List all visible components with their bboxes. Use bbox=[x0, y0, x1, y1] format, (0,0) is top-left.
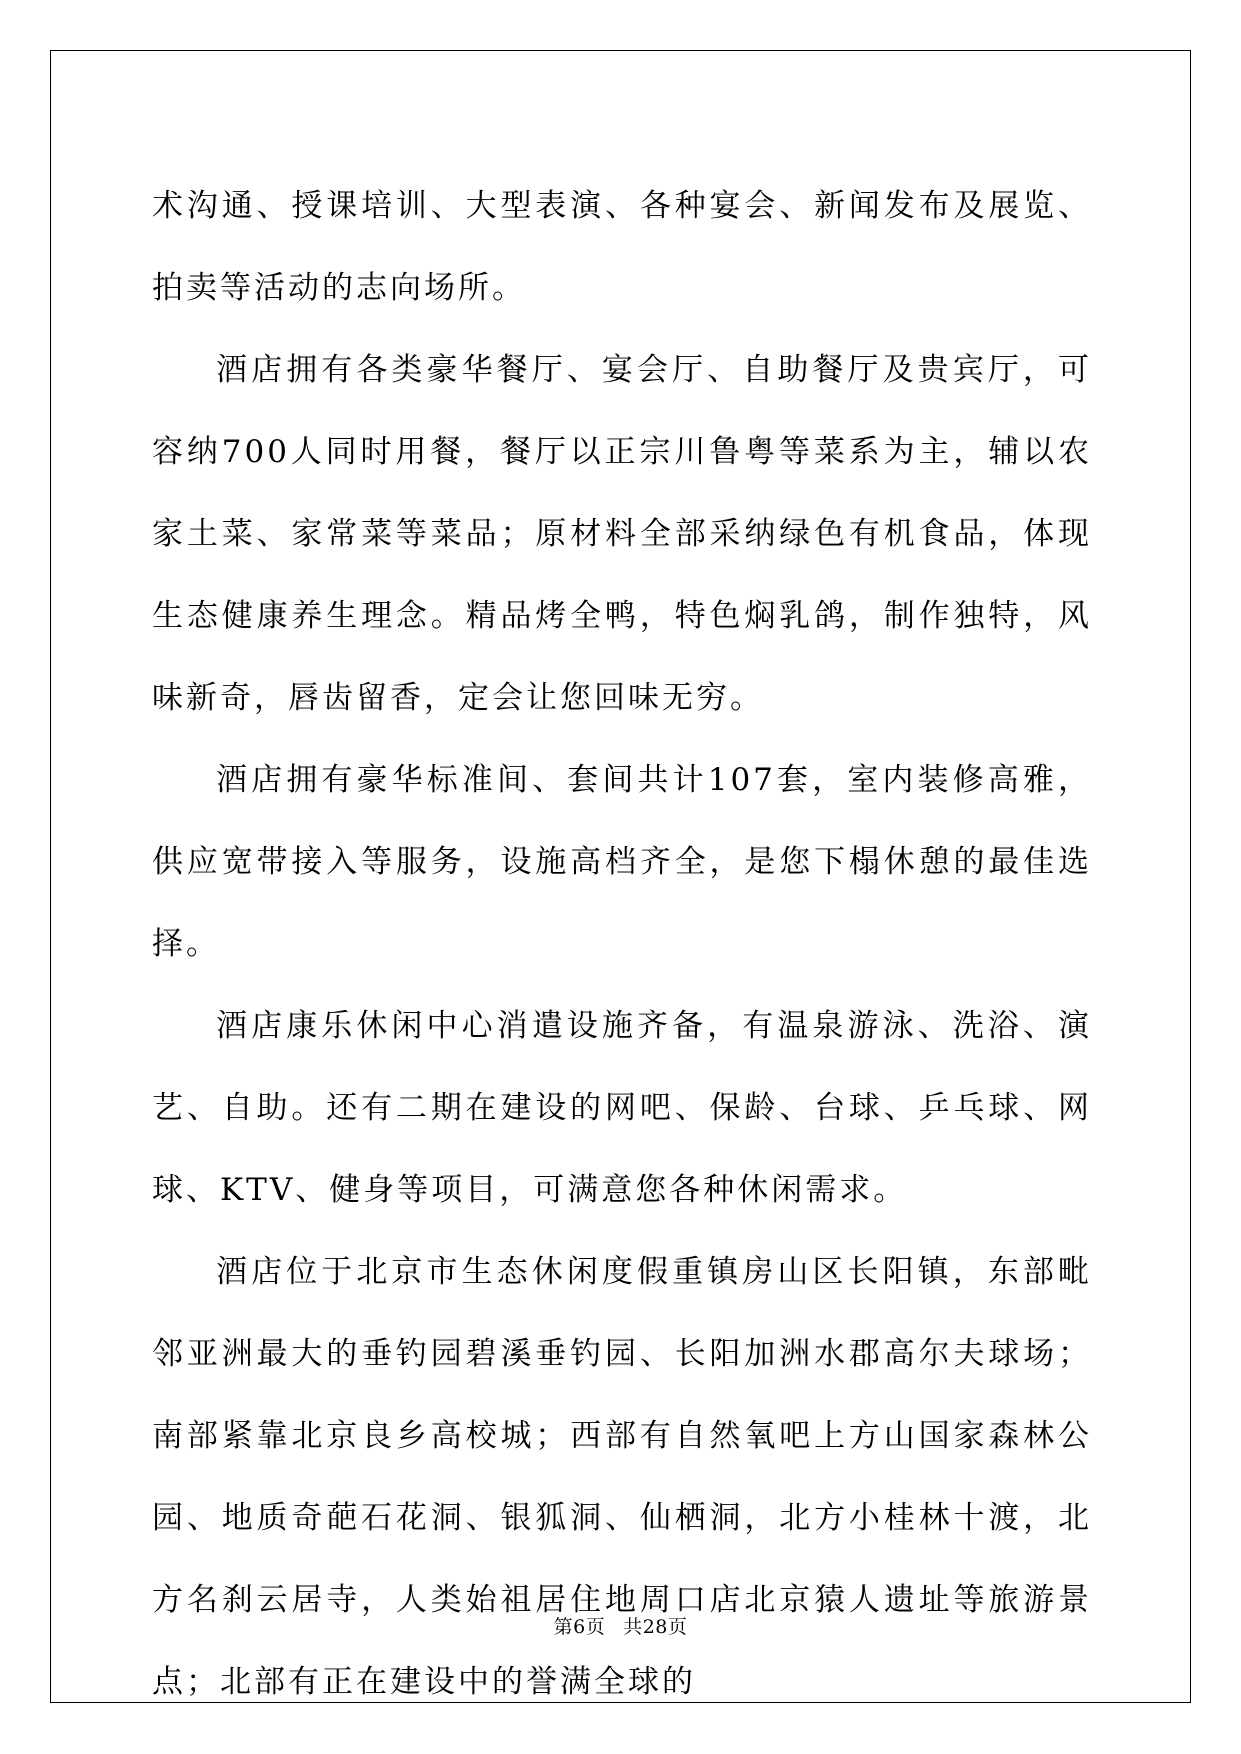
document-body bbox=[152, 165, 1092, 1723]
page-number: 第6页 bbox=[553, 1616, 606, 1638]
paragraph: 酒店康乐休闲中心消遣设施齐备，有温泉游泳、洗浴、演艺、自助。还有二期在建设的网吧、保龄、台球、乒乓球、网球、KTV、健身等项目，可满意您各种休闲需求。 bbox=[152, 1008, 1092, 1208]
paragraph: 酒店拥有各类豪华餐厅、宴会厅、自助餐厅及贵宾厅，可容纳700人同时用餐，餐厅以正宗川鲁粤等菜系为主，辅以农家土菜、家常菜等菜品；原材料全部采纳绿色有机食品，体现生态健康养生理念。精品烤全鸭，特色焖乳鸽，制作独特，风味新奇，唇齿留香，定会让您回味无穷。 bbox=[152, 352, 1092, 716]
paragraph: 酒店拥有豪华标准间、套间共计107套，室内装修高雅，供应宽带接入等服务，设施高档齐全，是您下榻休憩的最佳选择。 bbox=[152, 762, 1092, 962]
page-total: 共28页 bbox=[623, 1616, 688, 1638]
paragraph: 术沟通、授课培训、大型表演、各种宴会、新闻发布及展览、拍卖等活动的志向场所。 bbox=[152, 188, 1092, 306]
page-footer bbox=[0, 1612, 1241, 1639]
paragraph: 酒店位于北京市生态休闲度假重镇房山区长阳镇，东部毗邻亚洲最大的垂钓园碧溪垂钓园、长阳加洲水郡高尔夫球场；南部紧靠北京良乡高校城；西部有自然氧吧上方山国家森林公园、地质奇葩石花洞、银狐洞、仙栖洞，北方小桂林十渡，北方名刹云居寺，人类始祖居住地周口店北京猿人遗址等旅游景点；北部有正在建设中的誉满全球的 bbox=[152, 1254, 1092, 1700]
